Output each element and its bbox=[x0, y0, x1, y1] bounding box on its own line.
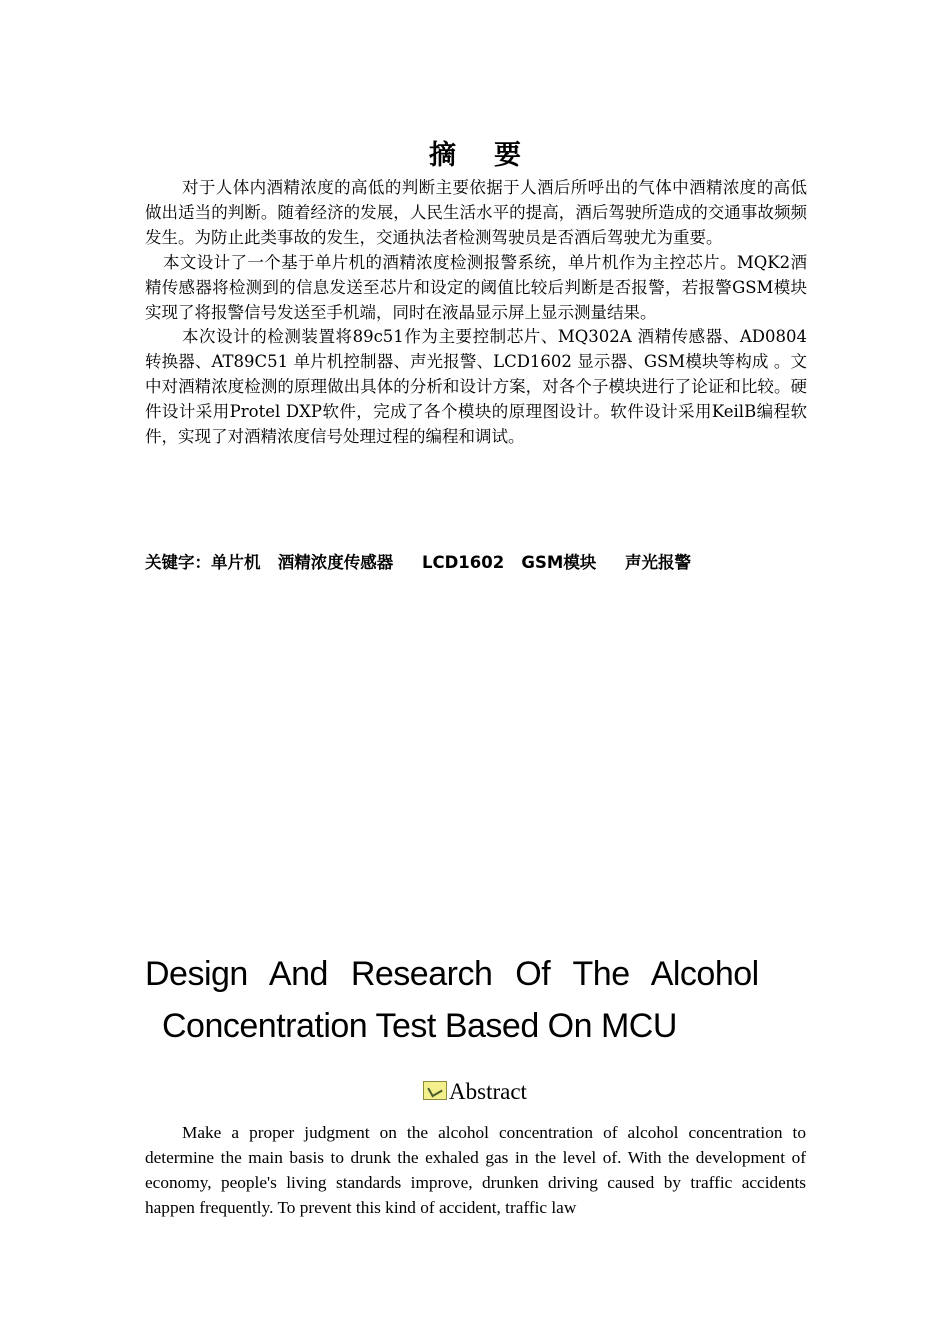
abstract-heading bbox=[0, 1079, 950, 1105]
chinese-paragraph-2: 本文设计了一个基于单片机的酒精浓度检测报警系统，单片机作为主控芯片。MQK2酒精传感器将检测到的信息发送至芯片和设定的阈值比较后判断是否报警，若报警GSM模块实现了将报警信号发送至手机端，同时在液晶显示屏上显示测量结果。 bbox=[145, 252, 807, 322]
english-abstract-paragraph-1: Make a proper judgment on the alcohol concentration of alcohol concentration to determine the main basis to drunk the exhaled gas in the level of. With the development of economy, people's living standards improve, drunken driving caused by traffic accidents happen frequently. To prevent this kind of accident, traffic law bbox=[145, 1123, 806, 1217]
abstract-heading-text: Abstract bbox=[449, 1079, 527, 1104]
chinese-paragraph-3: 本次设计的检测装置将89c51作为主要控制芯片、MQ302A 酒精传感器、AD0804 转换器、AT89C51 单片机控制器、声光报警、LCD1602 显示器、GSM模块等构成 。文中对酒精浓度检测的原理做出具体的分析和设计方案，对各个子模块进行了论证和比较。硬件设计采用Protel DXP软件，完成了各个模块的原理图设计。软件设计采用KeilB编程软件，实现了对酒精浓度信号处理过程的编程和调试。 bbox=[145, 327, 807, 447]
chinese-paragraph-1: 对于人体内酒精浓度的高低的判断主要依据于人酒后所呼出的气体中酒精浓度的高低做出适当的判断。随着经济的发展，人民生活水平的提高，酒后驾驶所造成的交通事故频频发生。为防止此类事故的发生，交通执法者检测驾驶员是否酒后驾驶尤为重要。 bbox=[145, 178, 807, 247]
keywords-label: 关键字： bbox=[145, 553, 211, 572]
keywords-line bbox=[145, 549, 845, 573]
english-title-line-2: Concentration Test Based On MCU bbox=[162, 1007, 677, 1045]
document-link-icon[interactable] bbox=[423, 1081, 447, 1100]
chinese-abstract-body bbox=[145, 176, 807, 450]
english-title bbox=[145, 948, 795, 1052]
keywords-list: 单片机 酒精浓度传感器 LCD1602 GSM模块 声光报警 bbox=[211, 553, 691, 572]
english-title-line-1: Design And Research Of The Alcohol bbox=[145, 955, 759, 993]
chinese-abstract-title: 摘要 bbox=[429, 140, 559, 171]
